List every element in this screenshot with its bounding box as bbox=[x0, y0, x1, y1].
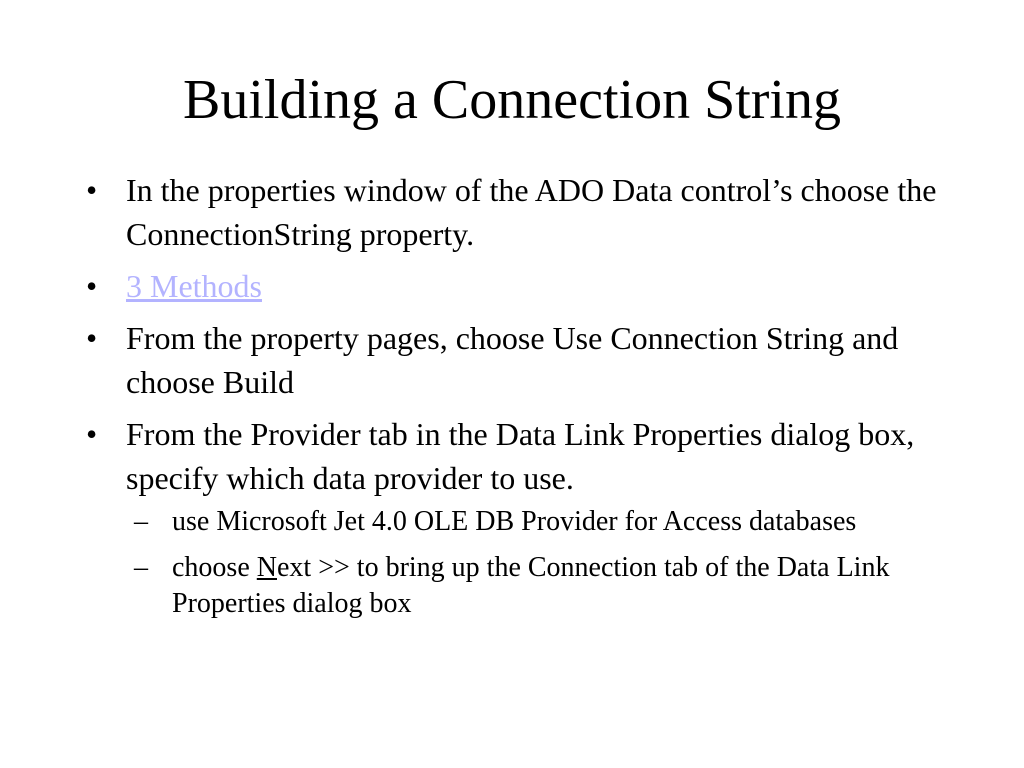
sub-bullet-text-before: choose bbox=[172, 552, 257, 583]
slide-title: Building a Connection String bbox=[183, 69, 841, 131]
bullet-item bbox=[86, 168, 946, 256]
sub-bullet-text: use Microsoft Jet 4.0 OLE DB Provider for Access databases bbox=[172, 506, 857, 537]
sub-bullet-text-after: ext >> to bring up the Connection tab of the Data Link Properties dialog box bbox=[172, 552, 890, 619]
sub-bullet-item bbox=[134, 504, 946, 540]
bullet-text: In the properties window of the ADO Data control’s choose the ConnectionString property. bbox=[126, 172, 937, 252]
bullet-list bbox=[86, 168, 946, 632]
bullet-text: From the property pages, choose Use Connection String and choose Build bbox=[126, 320, 899, 400]
bullet-item bbox=[86, 412, 946, 622]
sub-bullet-marker: – bbox=[134, 506, 148, 537]
underlined-access-key: N bbox=[256, 552, 277, 583]
bullet-marker: • bbox=[86, 416, 98, 452]
sub-bullet-list bbox=[134, 504, 946, 622]
bullet-item bbox=[86, 264, 946, 308]
bullet-item bbox=[86, 316, 946, 404]
bullet-text: From the Provider tab in the Data Link Properties dialog box, specify which data provider to use. bbox=[126, 416, 915, 496]
bullet-marker: • bbox=[86, 172, 98, 208]
bullet-marker: • bbox=[86, 320, 98, 356]
sub-bullet-item bbox=[134, 550, 946, 622]
sub-bullet-marker: – bbox=[134, 552, 148, 583]
bullet-marker: • bbox=[86, 268, 98, 304]
methods-link[interactable]: 3 Methods bbox=[126, 268, 262, 304]
